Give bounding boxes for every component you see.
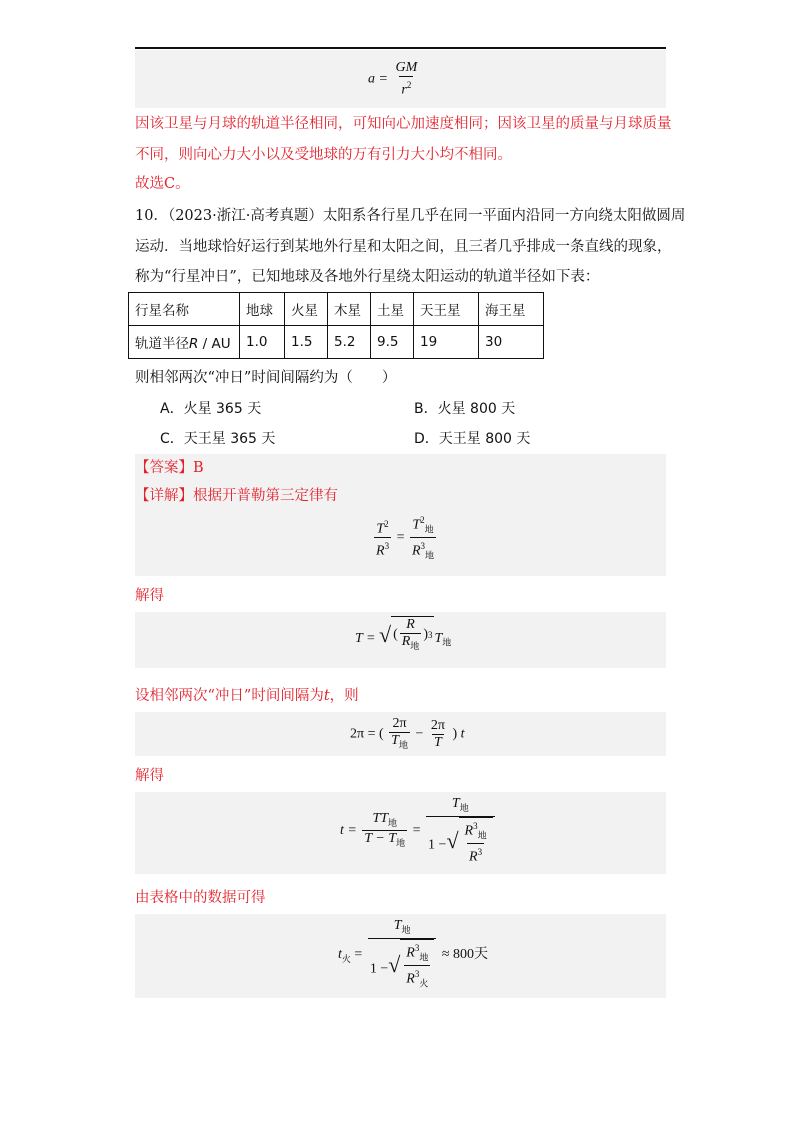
- formula-angle: 2π = ( $\frac{2\pi}{T_地}$ − $\frac{2\pi}{T}$ ) t: [350, 716, 465, 753]
- answer-line: 【答案】B: [135, 460, 204, 476]
- solve-label-1: 解得: [135, 588, 164, 604]
- prev-explanation-line2: 不同，则向心力大小以及受地球的万有引力大小均不相同。: [135, 147, 512, 163]
- formula-kepler: $\frac{T^2}{R^3}$ = $\frac{T^2_地}{R^3_地}$: [372, 512, 438, 564]
- option-d: D．天王星 800 天: [414, 431, 531, 447]
- table-cell: 1.0: [240, 326, 285, 359]
- header-rule: [135, 47, 666, 49]
- table-cell: 土星: [371, 293, 414, 326]
- table-cell: 轨道半径R / AU: [129, 326, 240, 359]
- table-cell: 地球: [240, 293, 285, 326]
- question-ask: 则相邻两次“冲日”时间间隔约为（ ）: [135, 370, 397, 386]
- table-cell: 30: [479, 326, 544, 359]
- formula-accel: a = $\frac{GM}{r^2}$: [368, 60, 418, 98]
- table-cell: 天王星: [414, 293, 479, 326]
- table-row-header: [129, 293, 544, 326]
- question-line2: 运动．当地球恰好运行到某地外行星和太阳之间，且三者几乎排成一条直线的现象，: [135, 239, 672, 255]
- table-cell: 5.2: [328, 326, 371, 359]
- formula-tsolve: t = $\frac{TT_地}{T - T_地}$ = $T_地$ 1 − √ $\frac{R^3_地}{R^3}$: [340, 796, 497, 866]
- detail-line: 【详解】根据开普勒第三定律有: [135, 488, 338, 504]
- table-cell: 行星名称: [129, 293, 240, 326]
- prev-answer: 故选C。: [135, 176, 190, 192]
- table-cell: 火星: [285, 293, 328, 326]
- table-cell: 木星: [328, 293, 371, 326]
- option-a: A．火星 365 天: [160, 401, 262, 417]
- orbit-radius-table: [128, 292, 544, 359]
- question-line1: 10．（2023·浙江·高考真题）太阳系各行星几乎在同一平面内沿同一方向绕太阳做圆周: [135, 208, 686, 224]
- solve-label-2: 解得: [135, 768, 164, 784]
- table-cell: 9.5: [371, 326, 414, 359]
- formula-period: T = √ ( $\frac{R}{R_地}$ ) 3 $T_地$: [355, 616, 451, 654]
- prev-explanation-line1: 因该卫星与月球的轨道半径相同，可知向心加速度相同；因该卫星的质量与月球质量: [135, 116, 672, 132]
- from-table-line: 由表格中的数据可得: [135, 890, 266, 906]
- option-b: B．火星 800 天: [414, 401, 516, 417]
- question-line3: 称为“行星冲日”，已知地球及各地外行星绕太阳运动的轨道半径如下表：: [135, 269, 600, 285]
- formula-tfire: $t_火$ = $T_地$ 1 − √ $\frac{R^3_地}{R^3_火}$ ≈ 800天: [338, 918, 488, 992]
- option-c: C．天王星 365 天: [160, 431, 276, 447]
- table-cell: 1.5: [285, 326, 328, 359]
- table-row-values: [129, 326, 544, 359]
- setup-line: 设相邻两次“冲日”时间间隔为t，则: [135, 688, 359, 704]
- table-cell: 19: [414, 326, 479, 359]
- table-cell: 海王星: [479, 293, 544, 326]
